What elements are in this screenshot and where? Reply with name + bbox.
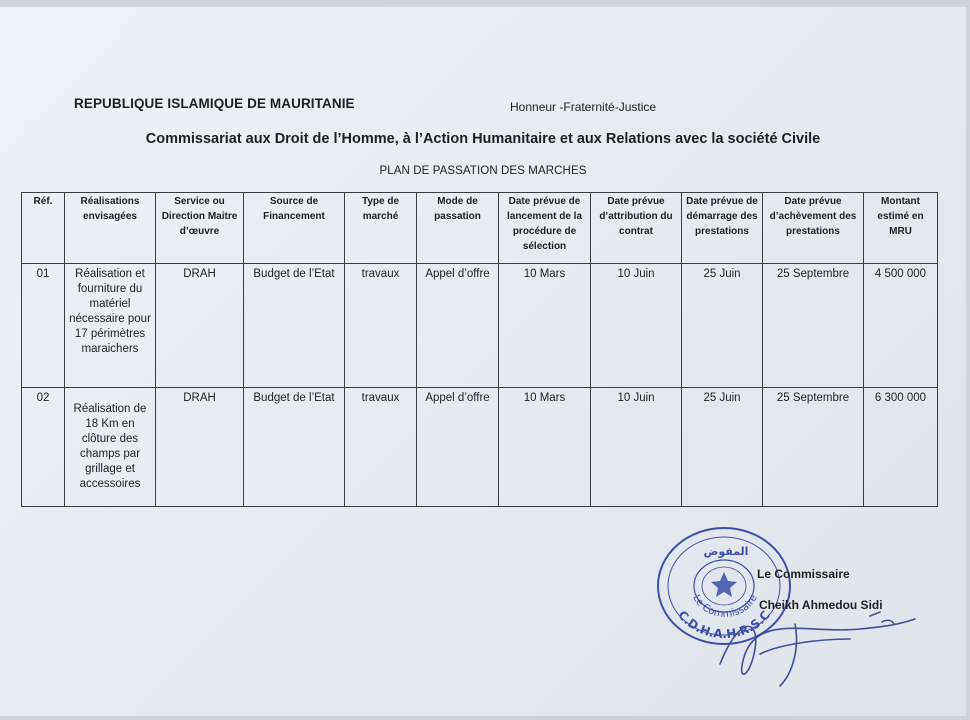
source-cell: Budget de l’Etat xyxy=(244,388,345,507)
start-date-cell: 25 Juin xyxy=(682,388,763,507)
table-row xyxy=(22,264,938,388)
ref-cell: 02 xyxy=(22,388,65,507)
column-header: Réalisations envisagées xyxy=(65,193,156,264)
end-date-cell: 25 Septembre xyxy=(763,388,864,507)
document-title: PLAN DE PASSATION DES MARCHES xyxy=(379,165,587,177)
service-cell: DRAH xyxy=(156,388,244,507)
award-date-cell: 10 Juin xyxy=(591,388,682,507)
launch-date-cell: 10 Mars xyxy=(499,388,591,507)
column-header: Date prévue d’attribution du contrat xyxy=(591,193,682,264)
amount-cell: 6 300 000 xyxy=(864,388,938,507)
type-cell: travaux xyxy=(345,264,417,388)
column-header: Montant estimé en MRU xyxy=(864,193,938,264)
column-header: Date prévue de démarrage des prestations xyxy=(682,193,763,264)
column-header: Mode de passation xyxy=(417,193,499,264)
column-header: Date prévue d’achèvement des prestations xyxy=(763,193,864,264)
handwritten-signature xyxy=(700,594,930,689)
type-cell: travaux xyxy=(345,388,417,507)
launch-date-cell: 10 Mars xyxy=(499,264,591,388)
end-date-cell: 25 Septembre xyxy=(763,264,864,388)
column-header: Réf. xyxy=(22,193,65,264)
stamp-outer-text-path: C.D.H.A.H.R.S.C xyxy=(675,607,773,642)
column-header: Service ou Direction Maitre d’œuvre xyxy=(156,193,244,264)
signatory-name: Cheikh Ahmedou Sidi xyxy=(759,598,883,612)
signatory-title: Le Commissaire xyxy=(757,567,850,581)
realisation-cell: Réalisation et fourniture du matériel nécessaire pour 17 périmètres maraichers xyxy=(65,264,156,388)
column-header: Type de marché xyxy=(345,193,417,264)
page-top-edge xyxy=(0,4,966,7)
signature-stroke xyxy=(720,612,915,686)
country-heading: REPUBLIQUE ISLAMIQUE DE MAURITANIE xyxy=(74,96,355,111)
realisation-cell: Réalisation de 18 Km en clôture des champs par grillage et accessoires xyxy=(65,388,156,507)
start-date-cell: 25 Juin xyxy=(682,264,763,388)
mode-cell: Appel d’offre xyxy=(417,388,499,507)
stamp-arabic-text: المفوض xyxy=(703,545,749,558)
amount-cell: 4 500 000 xyxy=(864,264,938,388)
stamp-inner-text-path: Le Commissaire xyxy=(690,593,760,621)
ref-cell: 01 xyxy=(22,264,65,388)
national-motto: Honneur -Fraternité-Justice xyxy=(510,100,657,114)
procurement-plan-table xyxy=(21,192,938,507)
award-date-cell: 10 Juin xyxy=(591,264,682,388)
source-cell: Budget de l’Etat xyxy=(244,264,345,388)
table-header-row xyxy=(22,193,938,264)
mode-cell: Appel d’offre xyxy=(417,264,499,388)
column-header: Date prévue de lancement de la procédure de sélection xyxy=(499,193,591,264)
service-cell: DRAH xyxy=(156,264,244,388)
institution-title: Commissariat aux Droit de l’Homme, à l’Action Humanitaire et aux Relations avec la société Civile xyxy=(145,131,821,147)
column-header: Source de Financement xyxy=(244,193,345,264)
table-row xyxy=(22,388,938,507)
document-page xyxy=(0,4,966,716)
